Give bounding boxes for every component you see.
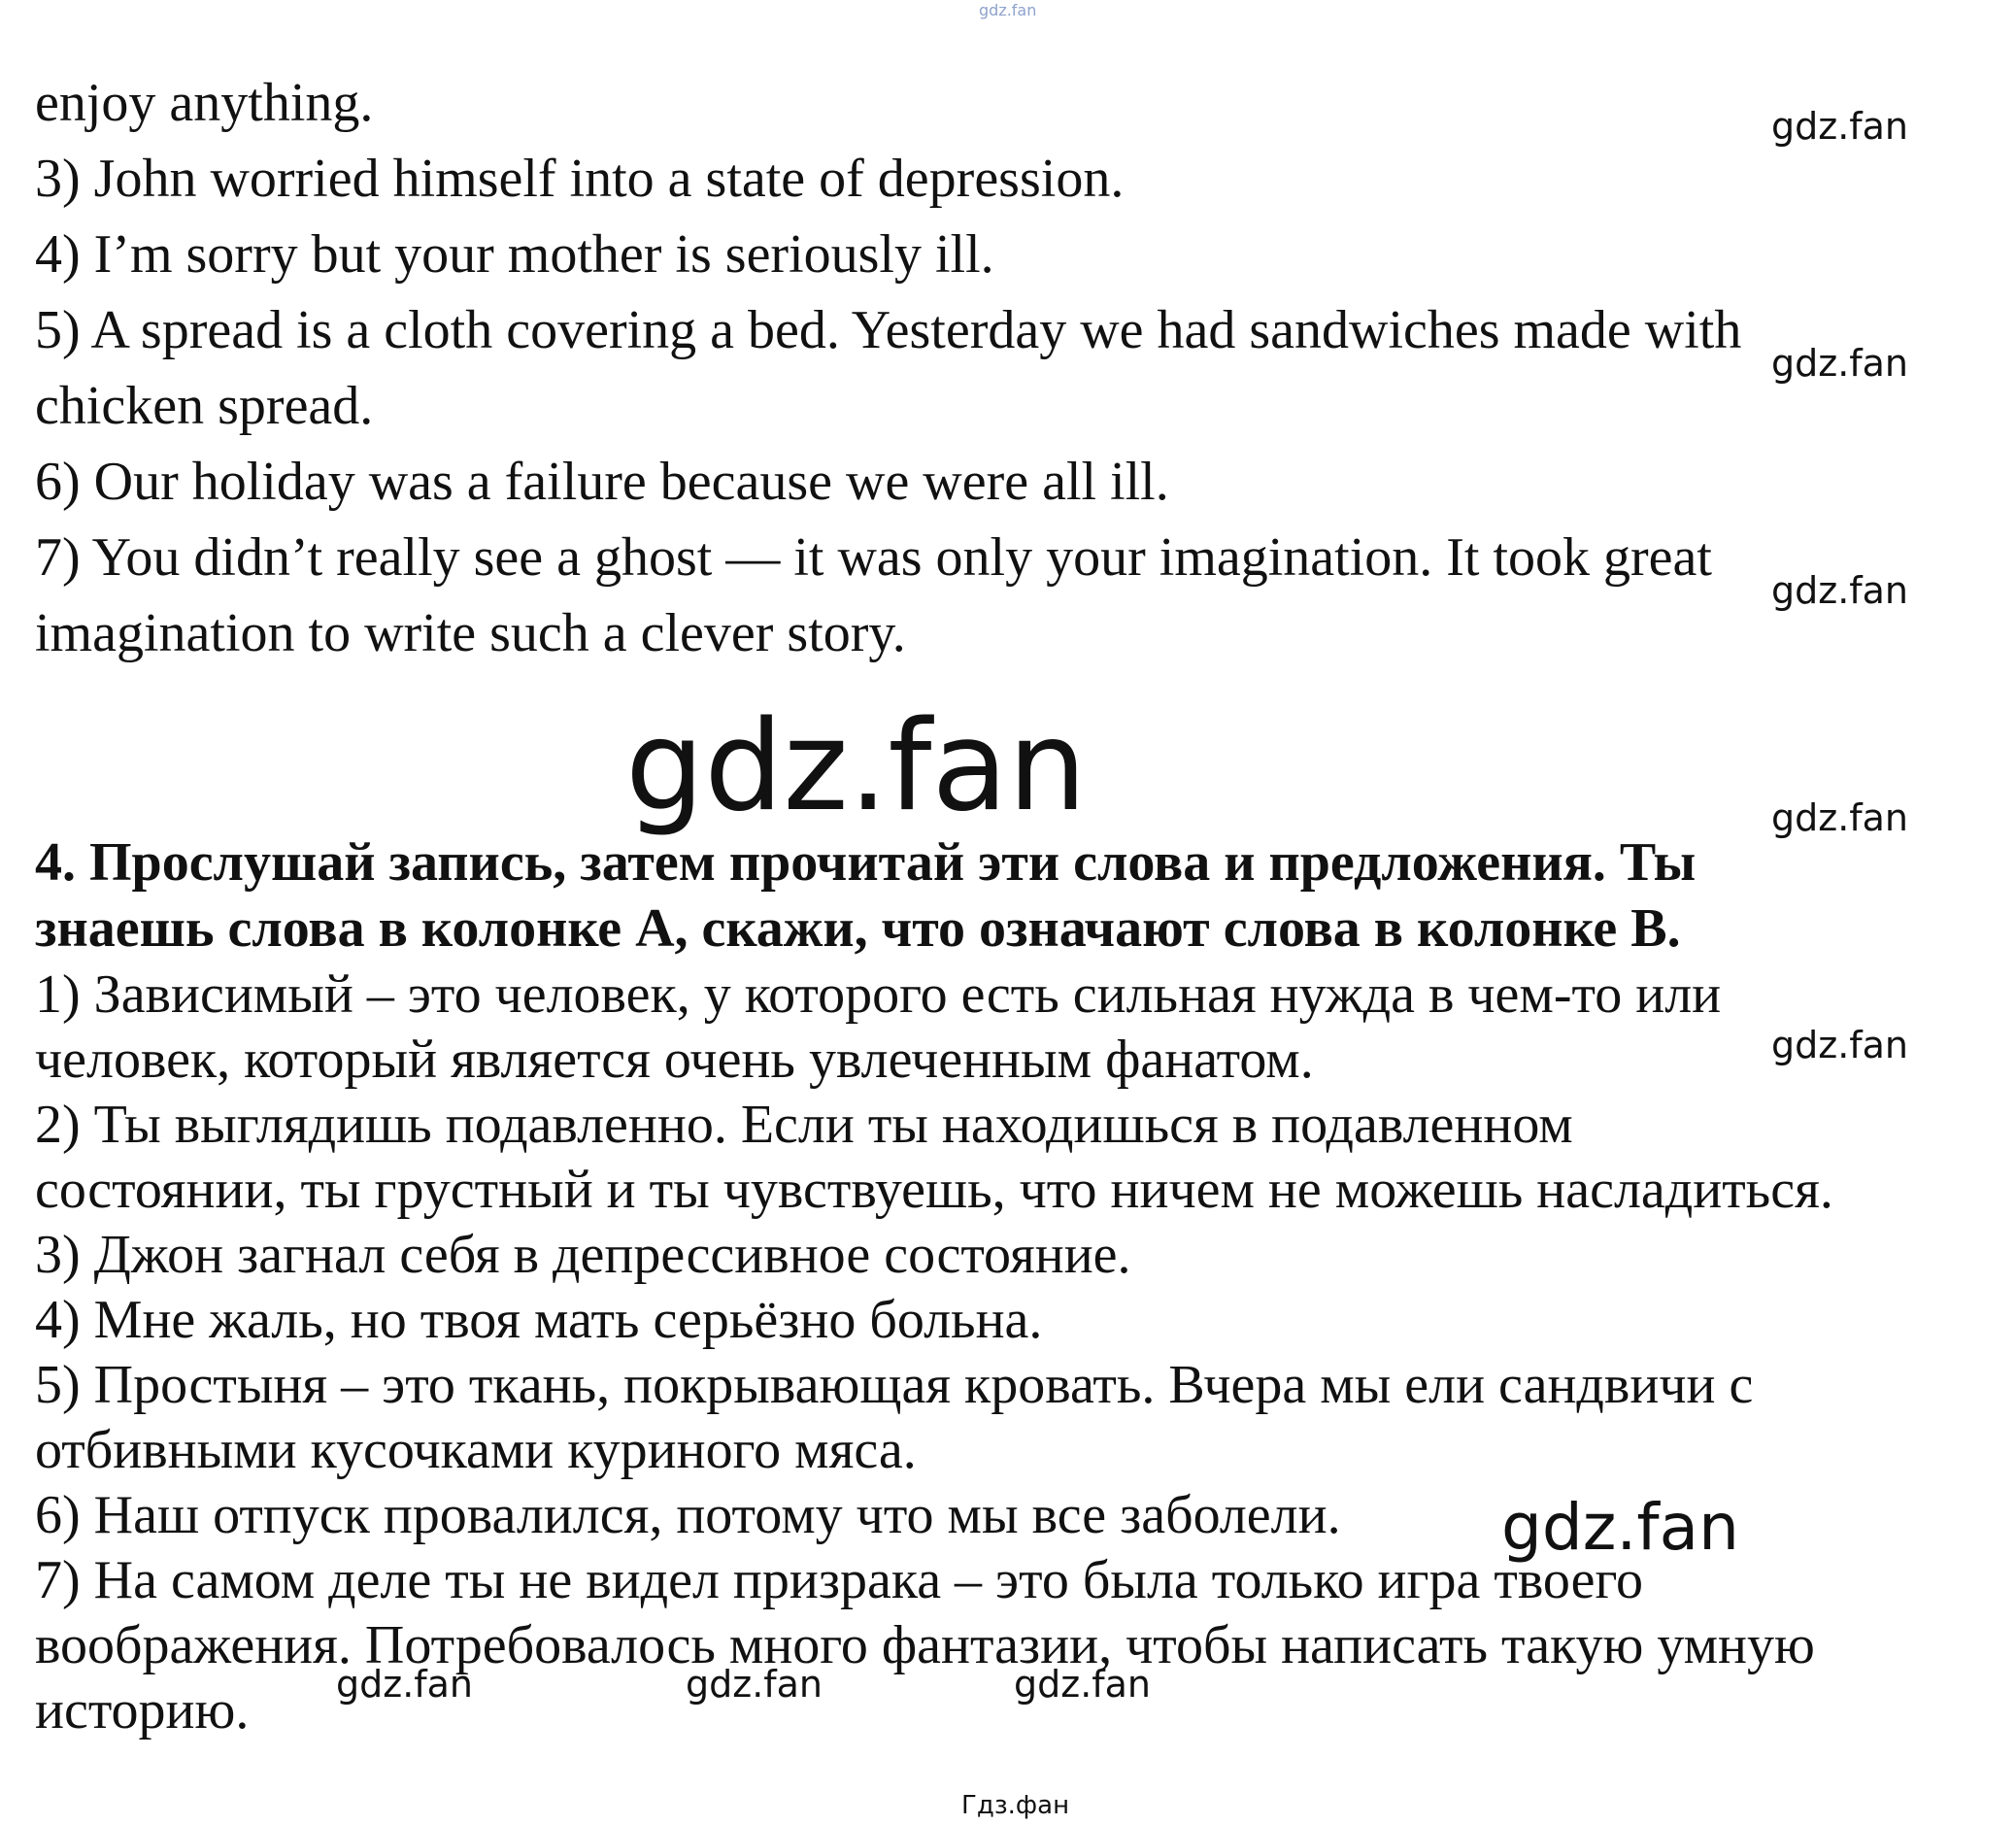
task-heading-line-1: 4. Прослушай запись, затем прочитай эти слова и предложения. Ты bbox=[35, 832, 1697, 893]
russian-line-11: воображения. Потребовалось много фантазии, чтобы написать такую умную bbox=[35, 1615, 1815, 1675]
russian-line-2: человек, который является очень увлеченным фанатом. bbox=[35, 1030, 1314, 1090]
russian-line-4: состоянии, ты грустный и ты чувствуешь, что ничем не можешь насладиться. bbox=[35, 1160, 1833, 1220]
english-line-2: 3) John worried himself into a state of depression. bbox=[35, 149, 1125, 209]
bottom-watermark-2: gdz.fan bbox=[686, 1663, 823, 1706]
english-line-4: 5) A spread is a cloth covering a bed. Yesterday we had sandwiches made with bbox=[35, 300, 1742, 360]
side-watermark-3: gdz.fan bbox=[1771, 569, 1909, 612]
footer-watermark: Гдз.фан bbox=[961, 1791, 1070, 1820]
task-heading-line-2: знаешь слова в колонке А, скажи, что означают слова в колонке В. bbox=[35, 898, 1681, 959]
side-watermark-2: gdz.fan bbox=[1771, 342, 1909, 385]
russian-line-12: историю. bbox=[35, 1680, 250, 1741]
english-line-7: 7) You didn’t really see a ghost — it was only your imagination. It took great bbox=[35, 527, 1712, 588]
russian-line-10: 7) На самом деле ты не видел призрака – это была только игра твоего bbox=[35, 1550, 1644, 1610]
bottom-watermark-1: gdz.fan bbox=[336, 1663, 474, 1706]
russian-line-5: 3) Джон загнал себя в депрессивное состояние. bbox=[35, 1225, 1131, 1285]
english-line-1: enjoy anything. bbox=[35, 73, 374, 133]
russian-line-3: 2) Ты выглядишь подавленно. Если ты находишься в подавленном bbox=[35, 1095, 1573, 1155]
side-watermark-4: gdz.fan bbox=[1771, 796, 1909, 839]
side-watermark-5: gdz.fan bbox=[1771, 1024, 1909, 1066]
russian-line-1: 1) Зависимый – это человек, у которого есть сильная нужда в чем-то или bbox=[35, 964, 1722, 1025]
english-line-3: 4) I’m sorry but your mother is seriously ill. bbox=[35, 224, 994, 285]
russian-line-6: 4) Мне жаль, но твоя мать серьёзно больна. bbox=[35, 1290, 1043, 1350]
side-watermark-1: gdz.fan bbox=[1771, 105, 1909, 148]
english-line-6: 6) Our holiday was a failure because we were all ill. bbox=[35, 452, 1169, 512]
english-line-8: imagination to write such a clever story. bbox=[35, 603, 906, 663]
russian-line-9: 6) Наш отпуск провалился, потому что мы все заболели. bbox=[35, 1485, 1341, 1545]
russian-line-7: 5) Простыня – это ткань, покрывающая кровать. Вчера мы ели сандвичи с bbox=[35, 1355, 1754, 1415]
russian-line-8: отбивными кусочками куриного мяса. bbox=[35, 1420, 917, 1480]
mid-watermark: gdz.fan bbox=[1501, 1490, 1739, 1565]
english-line-5: chicken spread. bbox=[35, 376, 374, 436]
top-watermark: gdz.fan bbox=[979, 1, 1037, 19]
bottom-watermark-3: gdz.fan bbox=[1014, 1663, 1152, 1706]
big-watermark: gdz.fan bbox=[625, 694, 1087, 839]
